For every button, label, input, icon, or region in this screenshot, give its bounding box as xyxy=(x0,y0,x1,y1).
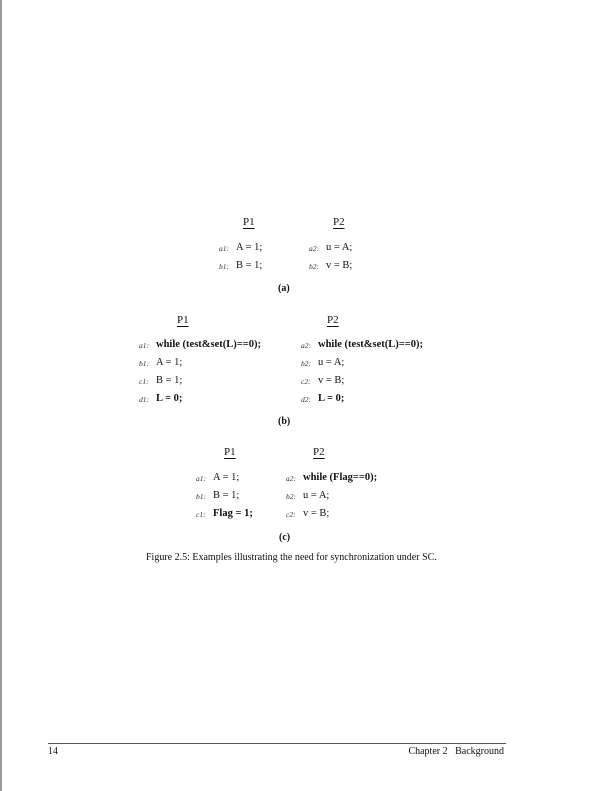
panel-c-p1-header: P1 xyxy=(224,446,236,458)
panel-c-p1-line-2-code: B = 1; xyxy=(213,490,240,501)
panel-b-p1-line-2-code: A = 1; xyxy=(156,357,183,368)
panel-a-p2-line-2-code: v = B; xyxy=(326,260,353,271)
panel-b-p2-line-3-label: c2: xyxy=(301,377,311,386)
panel-c-p1-line-3-code: Flag = 1; xyxy=(213,508,253,519)
panel-a-p1-header: P1 xyxy=(243,216,255,228)
panel-b-p2-line-3-code: v = B; xyxy=(318,375,345,386)
panel-a-p2-line-1-code: u = A; xyxy=(326,242,353,253)
panel-a-p1-line-1-code: A = 1; xyxy=(236,242,263,253)
panel-a-p1-line-2-code: B = 1; xyxy=(236,260,263,271)
panel-a-p2-line-2-label: b2: xyxy=(309,262,319,271)
panel-b-p1-header: P1 xyxy=(177,314,189,326)
panel-c-p2-line-3-code: v = B; xyxy=(303,508,330,519)
scan-left-edge xyxy=(0,0,2,791)
panel-c-p2-line-2-label: b2: xyxy=(286,492,296,501)
panel-b-p2-header: P2 xyxy=(327,314,339,326)
panel-b-p2-line-4-code: L = 0; xyxy=(318,393,345,404)
panel-c-p1-line-1-label: a1: xyxy=(196,474,206,483)
footer-rule xyxy=(48,743,506,744)
panel-b-label: (b) xyxy=(278,416,291,427)
panel-b-p1-line-3-label: c1: xyxy=(139,377,149,386)
panel-a-p1-line-1-label: a1: xyxy=(219,244,229,253)
panel-c-p1-line-2-label: b1: xyxy=(196,492,206,501)
panel-b-p2-line-1-code: while (test&set(L)==0); xyxy=(318,339,423,350)
panel-b-p1-line-1-label: a1: xyxy=(139,341,149,350)
panel-c-p1-line-3-label: c1: xyxy=(196,510,206,519)
panel-b-p2-line-4-label: d2: xyxy=(301,395,311,404)
panel-b-p2-line-2-label: b2: xyxy=(301,359,311,368)
panel-b-p2-line-2-code: u = A; xyxy=(318,357,345,368)
panel-b-p1-line-3-code: B = 1; xyxy=(156,375,183,386)
panel-a-p2-header: P2 xyxy=(333,216,345,228)
panel-b-p2-line-1-label: a2: xyxy=(301,341,311,350)
panel-b-p1-line-4-label: d1: xyxy=(139,395,149,404)
panel-a-p2-line-1-label: a2: xyxy=(309,244,319,253)
panel-c-p2-line-2-code: u = A; xyxy=(303,490,330,501)
panel-c-p2-line-3-label: c2: xyxy=(286,510,296,519)
panel-c-label: (c) xyxy=(279,532,291,543)
page-number: 14 xyxy=(48,746,58,757)
panel-a-label: (a) xyxy=(278,283,290,294)
panel-b-p1-line-2-label: b1: xyxy=(139,359,149,368)
panel-c-p1-line-1-code: A = 1; xyxy=(213,472,240,483)
panel-b-p1-line-4-code: L = 0; xyxy=(156,393,183,404)
panel-c-p2-header: P2 xyxy=(313,446,325,458)
panel-b-p1-line-1-code: while (test&set(L)==0); xyxy=(156,339,261,350)
panel-c-p2-line-1-code: while (Flag==0); xyxy=(303,472,378,483)
panel-c-p2-line-1-label: a2: xyxy=(286,474,296,483)
running-footer-chapter: Chapter 2 Background xyxy=(408,746,504,757)
figure-caption: Figure 2.5: Examples illustrating the need for synchronization under SC. xyxy=(146,552,437,563)
panel-a-p1-line-2-label: b1: xyxy=(219,262,229,271)
